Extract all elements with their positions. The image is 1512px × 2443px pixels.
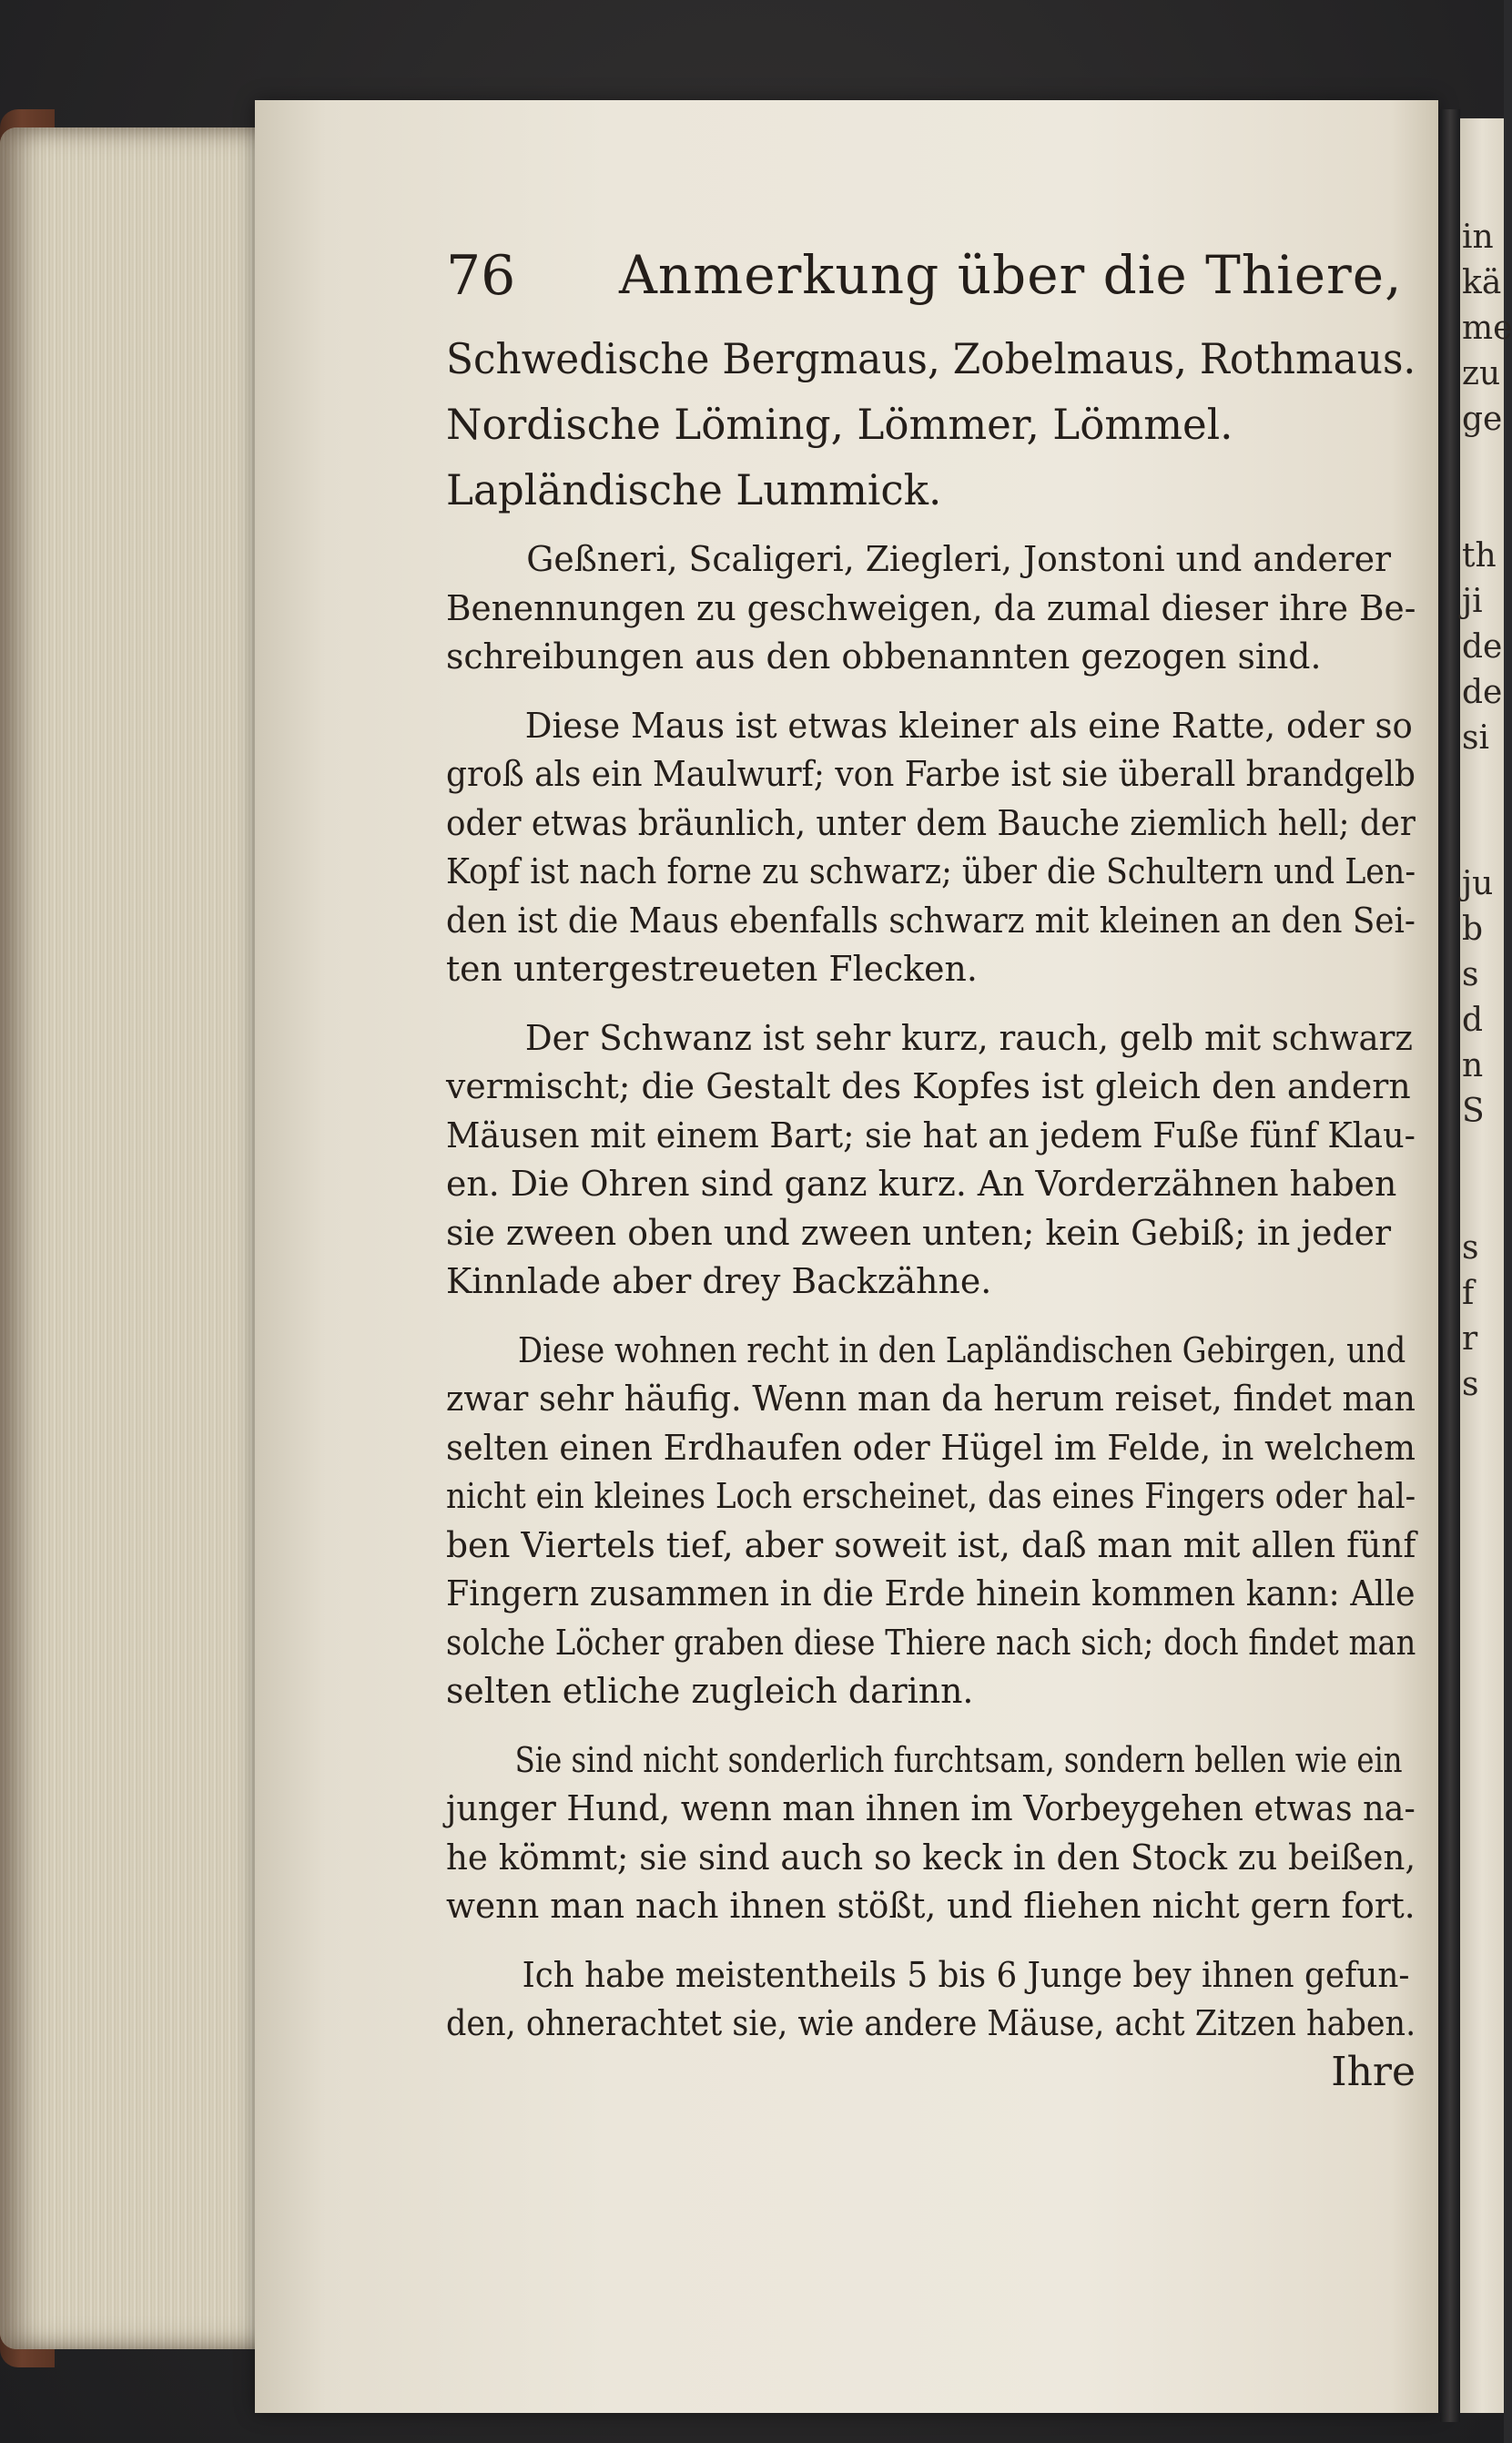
text-line: sie zween oben und zween unten; kein Gebiß; in jeder [446,1212,1392,1254]
text-line: Kopf ist nach forne zu schwarz; über die Schultern und Len- [446,851,1416,892]
page-header [446,244,1434,326]
paragraph [446,1951,1434,2049]
text-line: Ich habe meistentheils 5 bis 6 Junge bey ihnen gefun- [522,1954,1410,1996]
text-line: schreibungen aus den obbenannten gezogen sind. [446,636,1322,677]
text-line: he kömmt; sie sind auch so keck in den Stock zu beißen, [446,1837,1416,1878]
catchword: Ihre [1331,2048,1416,2095]
text-line: ben Viertels tief, aber soweit ist, daß man mit allen fünf [446,1524,1416,1566]
facing-page-fragment: d [1462,1002,1484,1039]
text-line: den ist die Maus ebenfalls schwarz mit kleinen an den Sei- [446,900,1416,942]
facing-page-fragment: r [1462,1320,1478,1358]
paragraph [446,1327,1434,1716]
paragraph [446,702,1434,994]
page-number: 76 [446,244,516,308]
text-line: Fingern zusammen in die Erde hinein kommen kann: Alle [446,1573,1416,1614]
text-line: solche Löcher graben diese Thiere nach sich; doch findet man [446,1622,1416,1664]
page-text-block [446,244,1434,2095]
facing-page-fragment: si [1462,719,1489,757]
text-line: groß als ein Maulwurf; von Farbe ist sie überall brandgelb [446,754,1416,795]
text-line: Geßneri, Scaligeri, Ziegleri, Jonstoni und anderer [526,539,1392,580]
name-line-lapland: Lapländische Lummick. [446,465,942,514]
paragraph [446,1014,1434,1307]
text-line: Diese Maus ist etwas kleiner als eine Ratte, oder so [524,705,1413,747]
facing-page-fragment: ge [1462,401,1503,438]
text-line: Kinnlade aber drey Backzähne. [446,1261,992,1302]
body-paragraphs [446,535,1434,2049]
name-line-swedish: Schwedische Bergmaus, Zobelmaus, Rothmaus. [446,334,1416,383]
facing-page-fragment: de [1462,628,1503,666]
facing-page-fragment: in [1462,219,1494,256]
text-line: selten einen Erdhaufen oder Hügel im Felde, in welchem [446,1427,1416,1469]
facing-page-fragment: kä [1462,264,1502,301]
running-title: Anmerkung über die Thiere, [619,244,1403,306]
text-line: oder etwas bräunlich, unter dem Bauche ziemlich hell; der [446,802,1416,844]
facing-page-fragment: b [1462,911,1484,948]
name-line-nordic: Nordische Löming, Lömmer, Lömmel. [446,400,1233,449]
text-line: wenn man nach ihnen stößt, und fliehen nicht gern fort. [446,1886,1416,1927]
text-line: vermischt; die Gestalt des Kopfes ist gleich den andern [446,1066,1411,1107]
text-line: junger Hund, wenn man ihnen im Vorbeygehen etwas na- [446,1788,1416,1829]
text-line: den, ohnerachtet sie, wie andere Mäuse, acht Zitzen haben. [446,2003,1416,2044]
text-line: en. Die Ohren sind ganz kurz. An Vorderzähnen haben [446,1164,1397,1205]
facing-page-fragment: ju [1462,865,1494,902]
text-line: Der Schwanz ist sehr kurz, rauch, gelb mit schwarz [524,1017,1413,1059]
text-line: Benennungen zu geschweigen, da zumal dieser ihre Be- [446,587,1416,629]
paragraph [446,535,1434,682]
paragraph [446,1736,1434,1931]
facing-page-fragment: f [1462,1275,1475,1312]
facing-page-fragment: S [1462,1093,1485,1130]
text-line: zwar sehr häufig. Wenn man da herum reiset, findet man [446,1379,1416,1420]
text-line: ten untergestreueten Flecken. [446,949,978,990]
facing-page-fragment: zu [1462,355,1501,392]
facing-page-fragment: s [1462,1229,1479,1267]
text-line: selten etliche zugleich darinn. [446,1671,974,1712]
text-line: Sie sind nicht sonderlich furchtsam, sondern bellen wie ein [514,1739,1403,1781]
text-line: Diese wohnen recht in den Lapländischen Gebirgen, und [517,1329,1406,1371]
facing-page-fragment: n [1462,1047,1484,1084]
facing-page-fragment: th [1462,537,1497,575]
page-stack-edge [0,127,273,2349]
facing-page-fragment: ji [1462,583,1483,620]
text-line: Mäusen mit einem Bart; sie hat an jedem Fuße fünf Klau- [446,1115,1416,1156]
facing-page-fragment: de [1462,674,1503,711]
facing-page [1460,118,1512,2413]
facing-page-fragment: s [1462,956,1479,993]
facing-page-fragment: me [1462,310,1512,347]
facing-page-fragment: s [1462,1366,1479,1403]
text-line: nicht ein kleines Loch erscheinet, das eines Fingers oder hal- [446,1476,1416,1517]
book-gutter [1440,109,1460,2422]
